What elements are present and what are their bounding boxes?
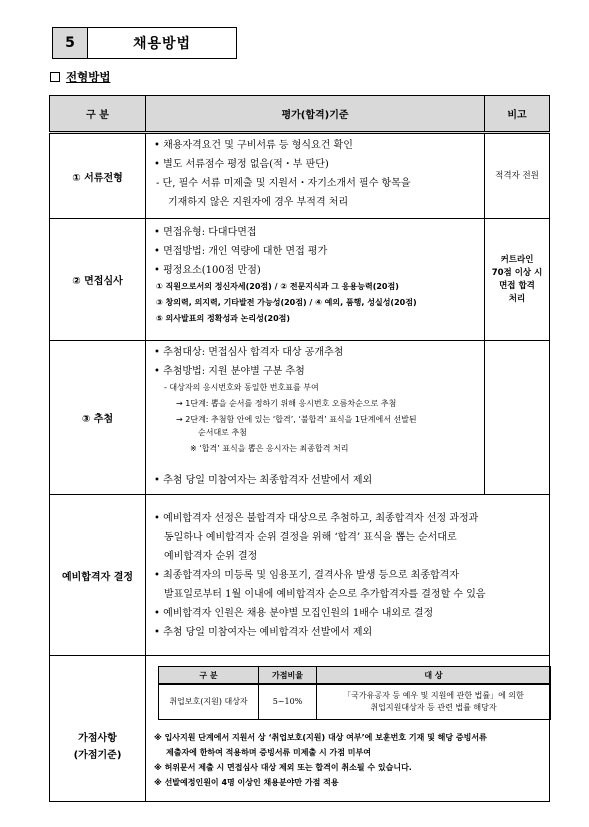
table-row-bonus-points — [50, 656, 550, 802]
note-line: 커트라인 — [500, 254, 534, 265]
row-content — [146, 133, 485, 219]
row-note — [485, 219, 550, 341]
lottery-detail: - 대상자의 응시번호와 동일한 번호표를 부여 — [164, 383, 319, 392]
selection-method-table — [49, 95, 550, 802]
criteria-line: • 추첨방법: 지원 분야별 구분 추첨 — [154, 366, 305, 377]
lottery-note: ※ ‘합격’ 표식을 뽑은 응시자는 최종합격 처리 — [190, 444, 349, 453]
target-line: 「국가유공자 등 예우 및 지원에 관한 법률」에 의한 — [343, 691, 524, 700]
label-line: (가점기준) — [73, 749, 122, 761]
criteria-line: • 추첨 당일 미참여자는 최종합격자 선발에서 제외 — [154, 475, 373, 486]
row-label: ① 서류전형 — [50, 133, 146, 219]
bonus-notes — [154, 730, 543, 790]
criteria-line: 발표일로부터 1월 이내에 예비합격자 순으로 추가합격자를 결정할 수 있음 — [164, 589, 486, 600]
square-bullet-icon — [50, 72, 60, 82]
row-content — [146, 219, 485, 341]
row-content — [146, 341, 485, 495]
section-number: 5 — [53, 28, 88, 58]
note-line: 70점 이상 시 — [491, 267, 543, 278]
table-row-reserve-candidates — [50, 495, 550, 656]
criteria-line: • 평정요소(100점 만점) — [154, 265, 261, 276]
criteria-line: • 최종합격자의 미등록 및 임용포기, 결격사유 발생 등으로 최종합격자 — [154, 570, 459, 581]
header-note: 비고 — [485, 96, 550, 133]
criteria-line: 기재하지 않은 지원자에 경우 부적격 처리 — [168, 197, 349, 208]
criteria-line: • 추첨 당일 미참여자는 예비합격자 선발에서 제외 — [154, 627, 373, 638]
inner-header: 가점비율 — [259, 667, 317, 685]
row-note — [485, 341, 550, 495]
row-label — [50, 656, 146, 802]
bonus-criteria-table — [158, 666, 551, 720]
row-label: ③ 추첨 — [50, 341, 146, 495]
criteria-line: • 면접유형: 다대다면접 — [154, 227, 257, 238]
criteria-line: • 예비합격자 인원은 채용 분야별 모집인원의 1배수 내외로 결정 — [154, 608, 434, 619]
header-category: 구 분 — [50, 96, 146, 133]
inner-cell-target — [317, 684, 551, 720]
subheading — [50, 69, 110, 85]
criteria-line: • 별도 서류점수 평정 없음(적・부 판단) — [154, 159, 329, 170]
lottery-step: → 2단계: 추첨함 안에 있는 ‘합격’, ‘불합격’ 표식을 1단계에서 선발된 — [176, 415, 417, 424]
label-line: 가점사항 — [78, 732, 117, 744]
bonus-note: ※ 선발예정인원이 4명 이상인 채용분야만 가점 적용 — [154, 778, 339, 787]
bonus-note: ※ 입사지원 단계에서 지원서 상 ‘취업보호(지원) 대상 여부’에 보훈번호 기재 및 해당 증빙서류 — [154, 733, 487, 742]
criteria-line: - 단, 필수 서류 미제출 및 지원서・자기소개서 필수 항목을 — [156, 178, 411, 189]
criteria-line: • 추첨대상: 면접심사 합격자 대상 공개추첨 — [154, 347, 344, 358]
table-row-lottery — [50, 341, 550, 495]
criteria-line: • 예비합격자 선정은 불합격자 대상으로 추첨하고, 최종합격자 선정 과정과 — [154, 513, 479, 524]
scoring-item: ⑤ 의사발표의 정확성과 논리성(20점) — [156, 314, 291, 323]
criteria-line: 동일하나 예비합격자 순위 결정을 위해 ‘합격’ 표식을 뽑는 순서대로 — [164, 532, 457, 543]
lottery-step: → 1단계: 뽑을 순서를 정하기 위해 응시번호 오름차순으로 추첨 — [176, 399, 397, 408]
row-label: ② 면접심사 — [50, 219, 146, 341]
bonus-note: 제출자에 한하여 적용하며 증빙서류 미제출 시 가점 미부여 — [166, 748, 371, 757]
scoring-item: ③ 창의력, 의지력, 기타발전 가능성(20점) / ④ 예의, 품행, 성실성(20점) — [156, 298, 417, 307]
row-content — [146, 656, 550, 802]
scoring-item: ① 직원으로서의 정신자세(20점) / ② 전문지식과 그 응용능력(20점) — [156, 282, 399, 291]
lottery-step: 순서대로 추첨 — [198, 428, 247, 437]
note-line: 면접 합격 — [499, 280, 535, 291]
inner-header: 구 분 — [159, 667, 259, 685]
table-row-interview — [50, 219, 550, 341]
criteria-line: 예비합격자 순위 결정 — [164, 551, 258, 562]
criteria-line: • 면접방법: 개인 역량에 대한 면접 평가 — [154, 246, 328, 257]
note-line: 처리 — [508, 293, 526, 304]
table-header-row — [50, 96, 550, 133]
inner-header-row — [159, 667, 551, 685]
row-label: 예비합격자 결정 — [50, 495, 146, 656]
inner-cell-ratio: 5~10% — [259, 684, 317, 720]
bonus-note: ※ 허위문서 제출 시 면접심사 대상 제외 또는 합격이 취소될 수 있습니다. — [154, 763, 412, 772]
target-line: 취업지원대상자 등 관련 법률 해당자 — [370, 703, 497, 712]
row-content — [146, 495, 550, 656]
criteria-line: • 채용자격요건 및 구비서류 등 형식요건 확인 — [154, 140, 353, 151]
inner-row — [159, 684, 551, 720]
subheading-text: 전형방법 — [66, 70, 111, 84]
header-criteria: 평가(합격)기준 — [146, 96, 485, 133]
section-header — [52, 27, 237, 59]
inner-cell-category: 취업보호(지원) 대상자 — [159, 684, 259, 720]
table-row-document-screening — [50, 133, 550, 219]
section-title: 채용방법 — [132, 36, 192, 52]
row-note: 적격자 전원 — [485, 133, 550, 219]
inner-header: 대 상 — [317, 667, 551, 685]
